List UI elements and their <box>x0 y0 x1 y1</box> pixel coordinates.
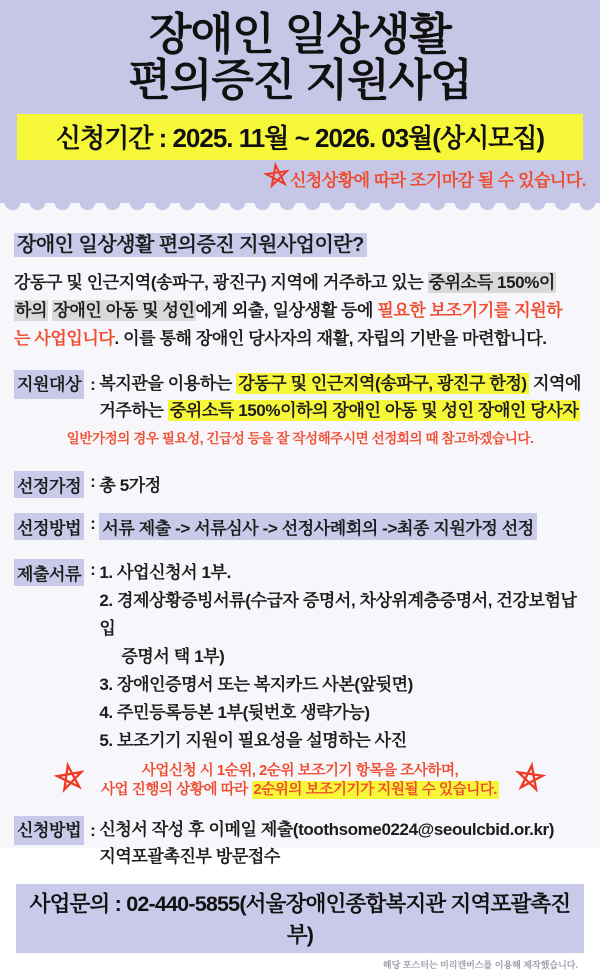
star-icon <box>56 764 84 797</box>
intro-paragraph <box>14 269 586 353</box>
early-close-note <box>0 160 600 203</box>
priority-note-text <box>101 762 499 800</box>
selection-method-value: 서류 제출 -> 서류심사 -> 선정사례회의 ->최종 지원가정 선정 <box>99 513 536 540</box>
document-item-continuation: 증명서 택 1부) <box>121 646 225 666</box>
poster-header <box>0 0 600 203</box>
apply-content <box>99 816 554 870</box>
star-icon <box>516 764 544 797</box>
application-period-text: 신청기간 : 2025. 11월 ~ 2026. 03월(상시모집) <box>55 122 545 153</box>
apply-line1: 신청서 작성 후 이메일 제출(toothsome0224@seoulcbid.or.kr) <box>99 819 555 839</box>
poster-title <box>0 12 600 104</box>
intro-text: 강동구 및 인근지역(송파구, 광진구) 지역에 거주하고 있는 <box>14 272 428 292</box>
target-highlight-income: 중위소득 150%이하의 장애인 아동 및 성인 장애인 당사자 <box>169 400 579 420</box>
footer-credit: 해당 포스터는 미리캔버스를 이용해 제작했습니다. <box>382 959 578 970</box>
intro-heading-text: 장애인 일상생활 편의증진 지원사업이란? <box>14 233 367 257</box>
priority-note-line2: 사업 진행의 상황에 따라 <box>100 781 252 798</box>
target-content <box>99 370 581 424</box>
section-selected-families <box>14 471 586 498</box>
documents-label: 제출서류 <box>14 559 84 586</box>
target-text2: 지역에 <box>528 373 582 393</box>
application-period-banner <box>17 114 583 160</box>
section-selection-method <box>14 513 586 540</box>
document-item: 1. 사업신청서 1부. <box>99 562 231 582</box>
document-item: 3. 장애인증명서 또는 복지카드 사본(앞뒷면) <box>99 674 413 694</box>
intro-red-text2: 는 사업입니다 <box>14 328 115 348</box>
intro-text3: . 이를 통해 장애인 당사자의 재활, 자립의 기반을 마련합니다. <box>114 328 547 348</box>
contact-banner <box>16 884 584 953</box>
selected-families-label: 선정가정 <box>14 471 84 498</box>
priority-note-line1: 사업신청 시 1순위, 2순위 보조기기 항목을 조사하며, <box>141 762 459 779</box>
document-item: 4. 주민등록등본 1부(뒷번호 생략가능) <box>99 702 370 722</box>
selected-families-colon: : <box>90 471 96 491</box>
selection-method-label: 선정방법 <box>14 513 84 540</box>
priority-note <box>14 762 586 800</box>
poster-title-line1: 장애인 일상생활 <box>149 10 451 59</box>
intro-heading <box>14 228 586 257</box>
section-documents <box>14 559 586 755</box>
intro-highlight-people: 장애인 아동 및 성인 <box>53 300 195 320</box>
apply-colon: : <box>90 820 96 840</box>
selection-method-colon: : <box>90 513 96 533</box>
intro-highlight-income2: 하의 <box>15 300 48 320</box>
intro-highlight-income: 중위소득 150%이 <box>428 272 555 292</box>
poster-title-line2: 편의증진 지원사업 <box>128 55 472 105</box>
target-label: 지원대상 <box>14 370 84 399</box>
document-item: 5. 보조기기 지원이 필요성을 설명하는 사진 <box>99 730 407 750</box>
priority-note-highlight: 2순위의 보조기기가 지원될 수 있습니다. <box>253 781 498 798</box>
target-colon: : <box>90 374 96 394</box>
apply-label: 신청방법 <box>14 816 84 845</box>
target-text: 복지관을 이용하는 <box>99 373 237 393</box>
documents-colon: : <box>90 559 96 579</box>
target-text3: 거주하는 <box>99 400 168 420</box>
document-item: 2. 경제상황증빙서류(수급자 증명서, 차상위계층증명서, 건강보험납입 <box>99 590 577 638</box>
documents-list <box>99 559 586 755</box>
apply-line2: 지역포괄촉진부 방문접수 <box>99 846 280 866</box>
selected-families-value: 총 5가정 <box>99 475 161 495</box>
target-highlight-region: 강동구 및 인근지역(송파구, 광진구 한정) <box>238 373 527 393</box>
intro-red-text: 필요한 보조기기를 지원하 <box>377 300 563 320</box>
poster-body <box>0 228 600 971</box>
target-note: 일반가정의 경우 필요성, 긴급성 등을 잘 작성해주시면 선정회의 때 참고하겠습니다. <box>66 430 534 446</box>
star-icon <box>265 164 289 193</box>
intro-text2: 에게 외출, 일상생활 등에 <box>195 300 378 320</box>
early-close-text: 신청상황에 따라 조기마감 될 수 있습니다. <box>289 170 586 190</box>
section-target <box>14 370 586 424</box>
contact-text: 사업문의 : 02-440-5855(서울장애인종합복지관 지역포괄촉진부) <box>29 891 571 947</box>
scallop-divider <box>0 203 600 215</box>
section-apply <box>14 816 586 870</box>
